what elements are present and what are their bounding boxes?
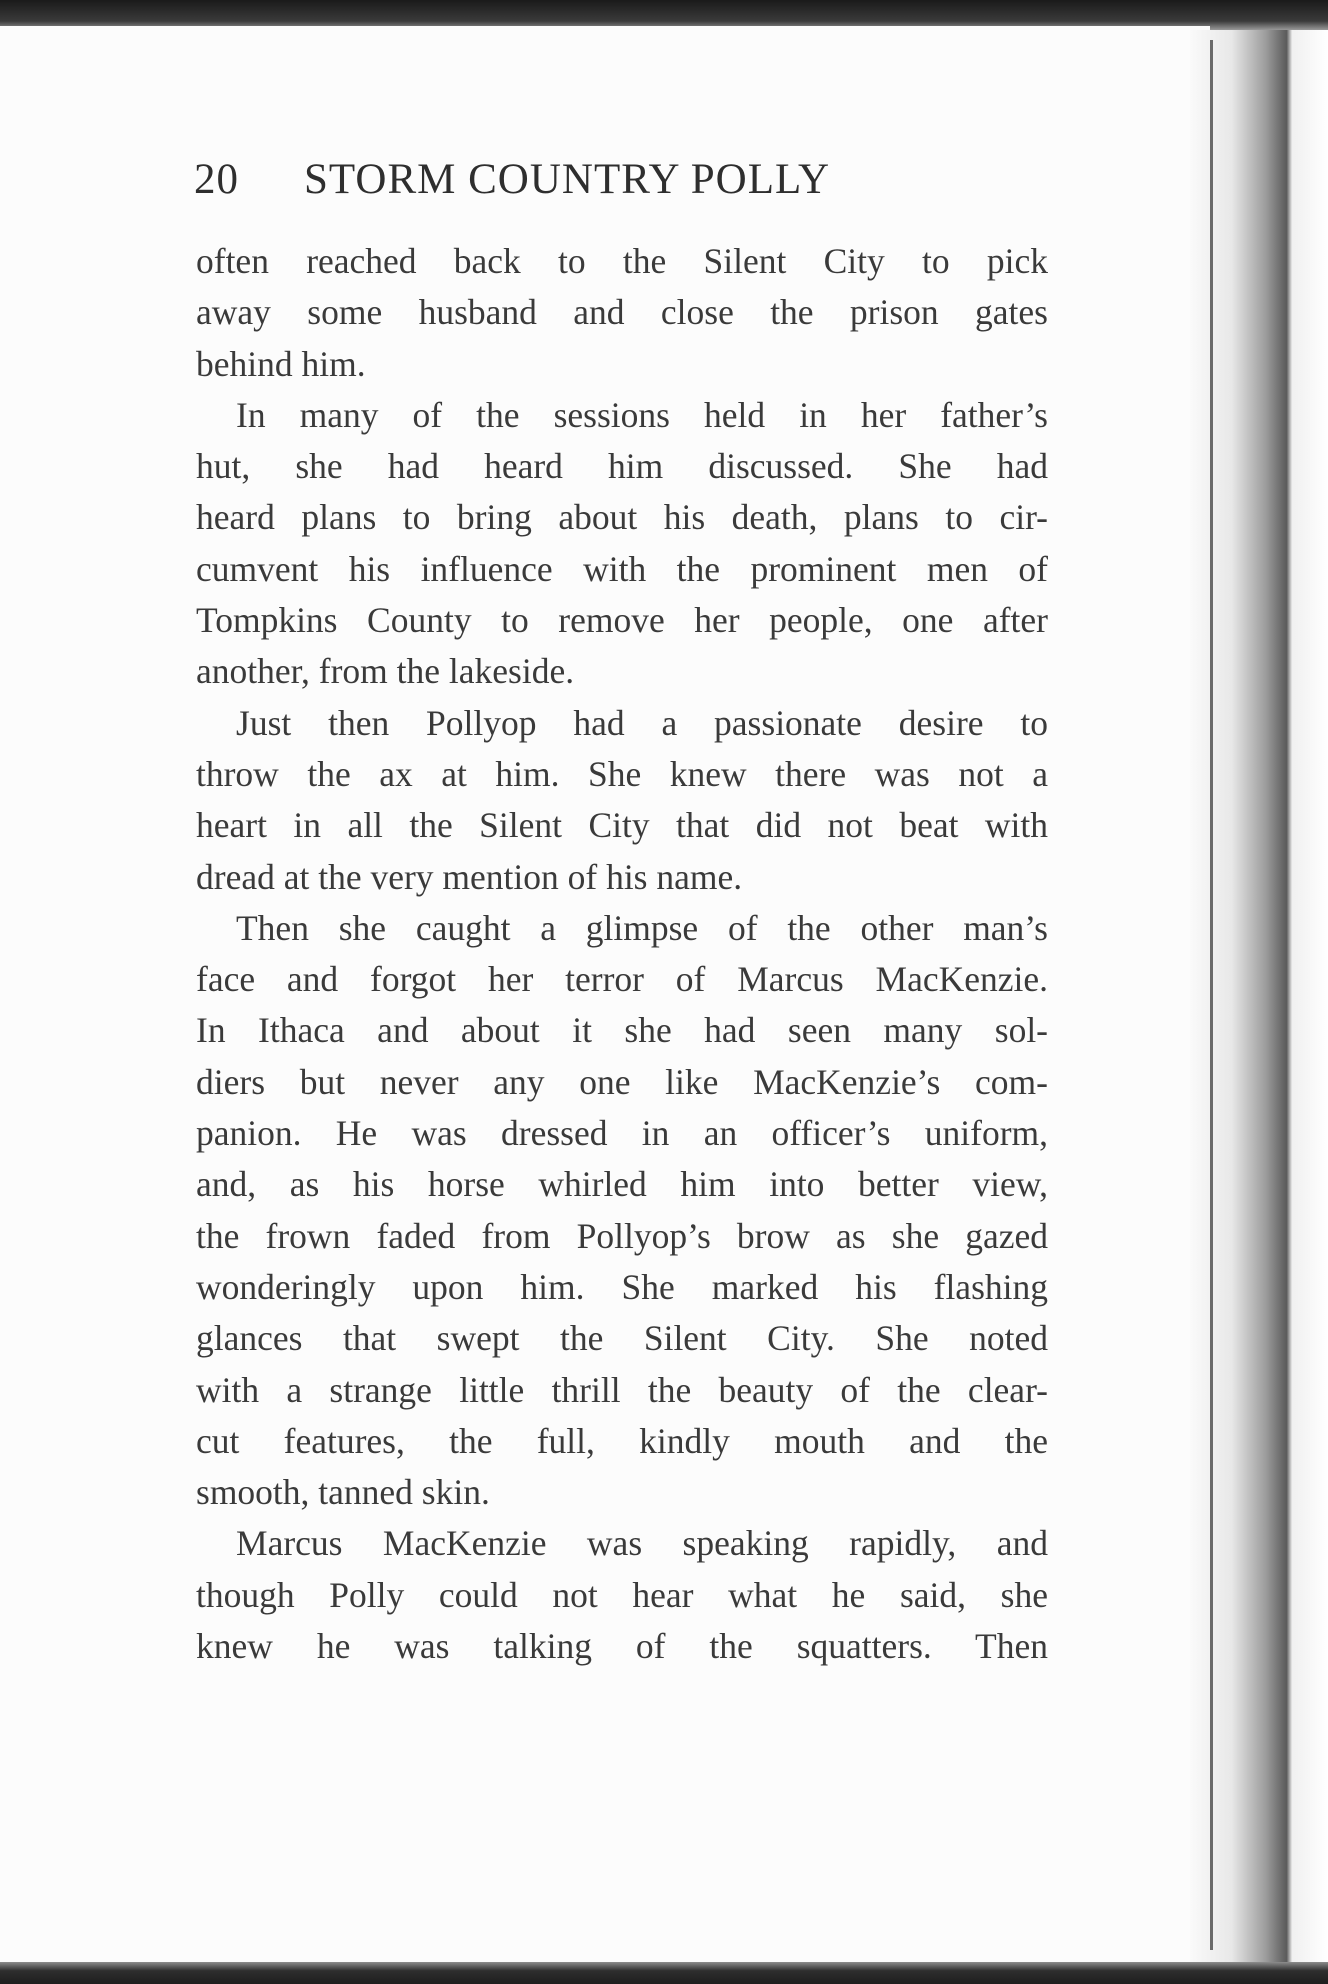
- text-line: Tompkins County to remove her people, one after: [196, 600, 1048, 641]
- text-line: behind him.: [196, 343, 366, 384]
- text-line: wonderingly upon him. She marked his flashing: [196, 1266, 1048, 1307]
- running-head: [194, 150, 1054, 210]
- text-line: heard plans to bring about his death, plans to cir-: [196, 497, 1048, 538]
- page-number: 20: [194, 156, 239, 203]
- text-line: Then she caught a glimpse of the other man’s: [236, 907, 1048, 948]
- text-line: Marcus MacKenzie was speaking rapidly, and: [236, 1523, 1048, 1564]
- text-line: panion. He was dressed in an officer’s uniform,: [196, 1113, 1048, 1154]
- text-line: Just then Pollyop had a passionate desire to: [236, 702, 1048, 743]
- scan-edge-bottom: [0, 1962, 1328, 1984]
- text-line: the frown faded from Pollyop’s brow as she gazed: [196, 1215, 1048, 1256]
- text-line: hut, she had heard him discussed. She had: [196, 446, 1048, 487]
- text-line: glances that swept the Silent City. She noted: [196, 1318, 1048, 1359]
- text-line: cumvent his influence with the prominent men of: [196, 548, 1048, 589]
- text-line: and, as his horse whirled him into better view,: [196, 1164, 1048, 1205]
- page-edge-line: [1210, 40, 1213, 1950]
- text-line: dread at the very mention of his name.: [196, 856, 743, 897]
- body-text: [196, 236, 1048, 1672]
- text-line: knew he was talking of the squatters. Then: [196, 1626, 1048, 1667]
- text-line: with a strange little thrill the beauty of the clear-: [196, 1369, 1048, 1410]
- text-line: heart in all the Silent City that did not beat with: [196, 805, 1048, 846]
- text-line: throw the ax at him. She knew there was not a: [196, 753, 1048, 794]
- text-line: another, from the lakeside.: [196, 651, 575, 692]
- text-line: smooth, tanned skin.: [196, 1472, 490, 1513]
- text-line: face and forgot her terror of Marcus MacKenzie.: [196, 959, 1048, 1000]
- text-line: diers but never any one like MacKenzie’s com-: [196, 1061, 1048, 1102]
- text-line: In Ithaca and about it she had seen many sol-: [196, 1010, 1048, 1051]
- text-line: cut features, the full, kindly mouth and the: [196, 1420, 1048, 1461]
- text-line: often reached back to the Silent City to pick: [196, 241, 1048, 281]
- text-line: though Polly could not hear what he said, she: [196, 1574, 1048, 1615]
- text-line: In many of the sessions held in her father’s: [236, 394, 1048, 435]
- text-line: away some husband and close the prison gates: [196, 292, 1048, 333]
- book-title: STORM COUNTRY POLLY: [304, 156, 830, 203]
